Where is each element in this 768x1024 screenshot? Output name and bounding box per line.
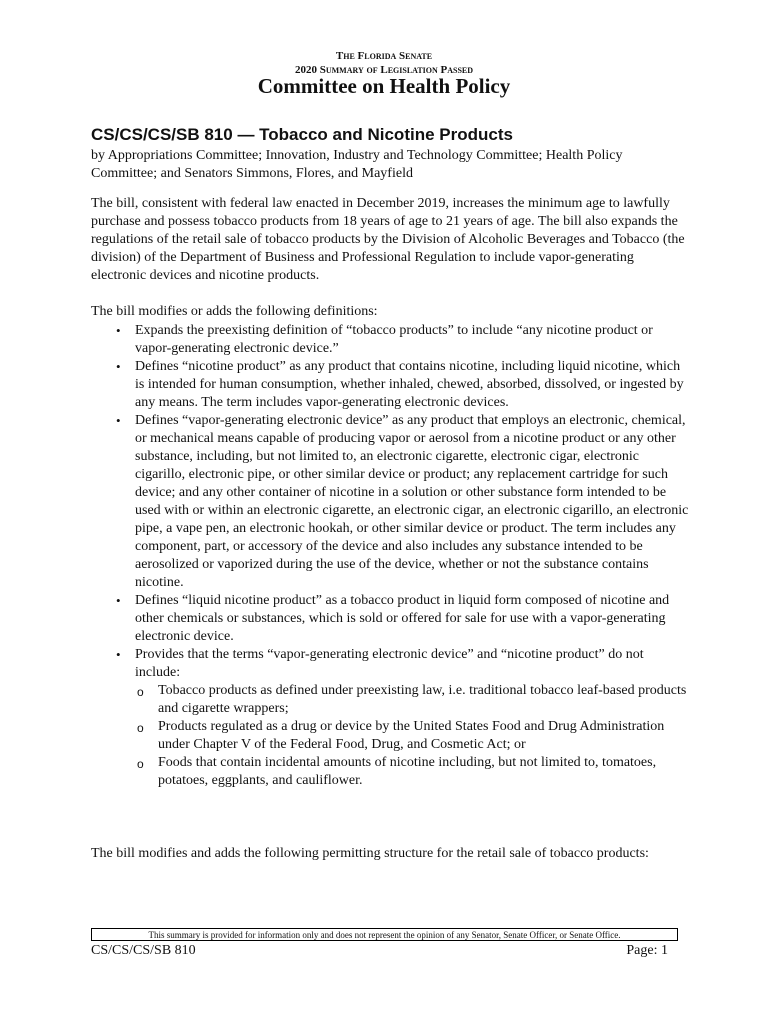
list-item [91, 358, 691, 412]
exclusion-text: Tobacco products as defined under preexisting law, i.e. traditional tobacco leaf-based products and cigarette wrappers; [158, 683, 687, 716]
exclusion-text: Products regulated as a drug or device by the United States Food and Drug Administration under Chapter V of the Federal Food, Drug, and Cosmetic Act; or [158, 719, 665, 752]
bill-intro-paragraph: The bill, consistent with federal law enacted in December 2019, increases the minimum age to lawfully purchase and possess tobacco products from 18 years of age to 21 years of age. The bill also expands the regulations of the retail sale of tobacco products by the Division of Alcoholic Beverages and Tobacco (the division) of the Department of Business and Professional Regulation to include vapor-generating electronic devices and nicotine products. [91, 196, 685, 283]
bill-title: CS/CS/CS/SB 810 — Tobacco and Nicotine Products [91, 125, 513, 144]
list-item [91, 646, 691, 790]
permitting-intro: The bill modifies and adds the following permitting structure for the retail sale of tobacco products: [91, 846, 649, 861]
definitions-list [91, 322, 691, 790]
definition-text: Expands the preexisting definition of “tobacco products” to include “any nicotine product or vapor-generating electronic device.” [135, 323, 653, 356]
committee-title: Committee on Health Policy [257, 74, 511, 98]
circle-bullet-icon: o [137, 721, 144, 735]
bill-sponsors: by Appropriations Committee; Innovation, Industry and Technology Committee; Health Policy Committee; and Senators Simmons, Flores, and Mayfield [91, 148, 623, 181]
list-item [135, 718, 691, 754]
list-item [91, 322, 691, 358]
footer-page-number: Page: 1 [626, 943, 668, 958]
list-item [91, 592, 691, 646]
bullet-icon: • [116, 647, 121, 662]
circle-bullet-icon: o [137, 757, 144, 771]
definitions-intro: The bill modifies or adds the following definitions: [91, 304, 378, 319]
bullet-icon: • [116, 413, 121, 428]
bullet-icon: • [116, 323, 121, 338]
definition-text: Defines “nicotine product” as any product that contains nicotine, including liquid nicotine, which is intended for human consumption, whether inhaled, chewed, absorbed, dissolved, or ingested by any means. The term includes vapor-generating electronic devices. [135, 359, 684, 410]
senate-name: The Florida Senate [335, 50, 433, 62]
bullet-icon: • [116, 359, 121, 374]
circle-bullet-icon: o [137, 685, 144, 699]
list-item [135, 754, 691, 790]
footer-bill-number: CS/CS/CS/SB 810 [91, 943, 196, 958]
list-item [91, 412, 691, 592]
footer-disclaimer: This summary is provided for information only and does not represent the opinion of any Senator, Senate Officer, or Senate Office. [91, 928, 678, 941]
definition-text: Defines “vapor-generating electronic device” as any product that employs an electronic, chemical, or mechanical means capable of producing vapor or aerosol from a nicotine product or any other substance, including, but not limited to, an electronic cigarette, electronic cigar, electronic cigarillo, electronic pipe, or other similar device or product; any replacement cartridge for such device; and any other container of nicotine in a solution or other substance form intended to be used with or within an electronic cigarette, an electronic cigar, an electronic cigarillo, an electronic pipe, a vape pen, an electronic hookah, or other similar device or product. The term includes any component, part, or accessory of the device and also includes any substance intended to be aerosolized or vaporized during the use of the device, whether or not the substance contains nicotine. [135, 413, 689, 590]
exclusions-list [135, 682, 691, 790]
definition-text: Provides that the terms “vapor-generating electronic device” and “nicotine product” do not include: [135, 647, 644, 680]
bullet-icon: • [116, 593, 121, 608]
exclusion-text: Foods that contain incidental amounts of nicotine including, but not limited to, tomatoes, potatoes, eggplants, and cauliflower. [158, 755, 657, 788]
summary-title: 2020 Summary of Legislation Passed [294, 64, 474, 76]
list-item [135, 682, 691, 718]
footer-divider [91, 940, 678, 941]
definition-text: Defines “liquid nicotine product” as a tobacco product in liquid form composed of nicotine and other chemicals or substances, which is sold or offered for sale for use with a vapor-generating electronic device. [135, 593, 670, 644]
